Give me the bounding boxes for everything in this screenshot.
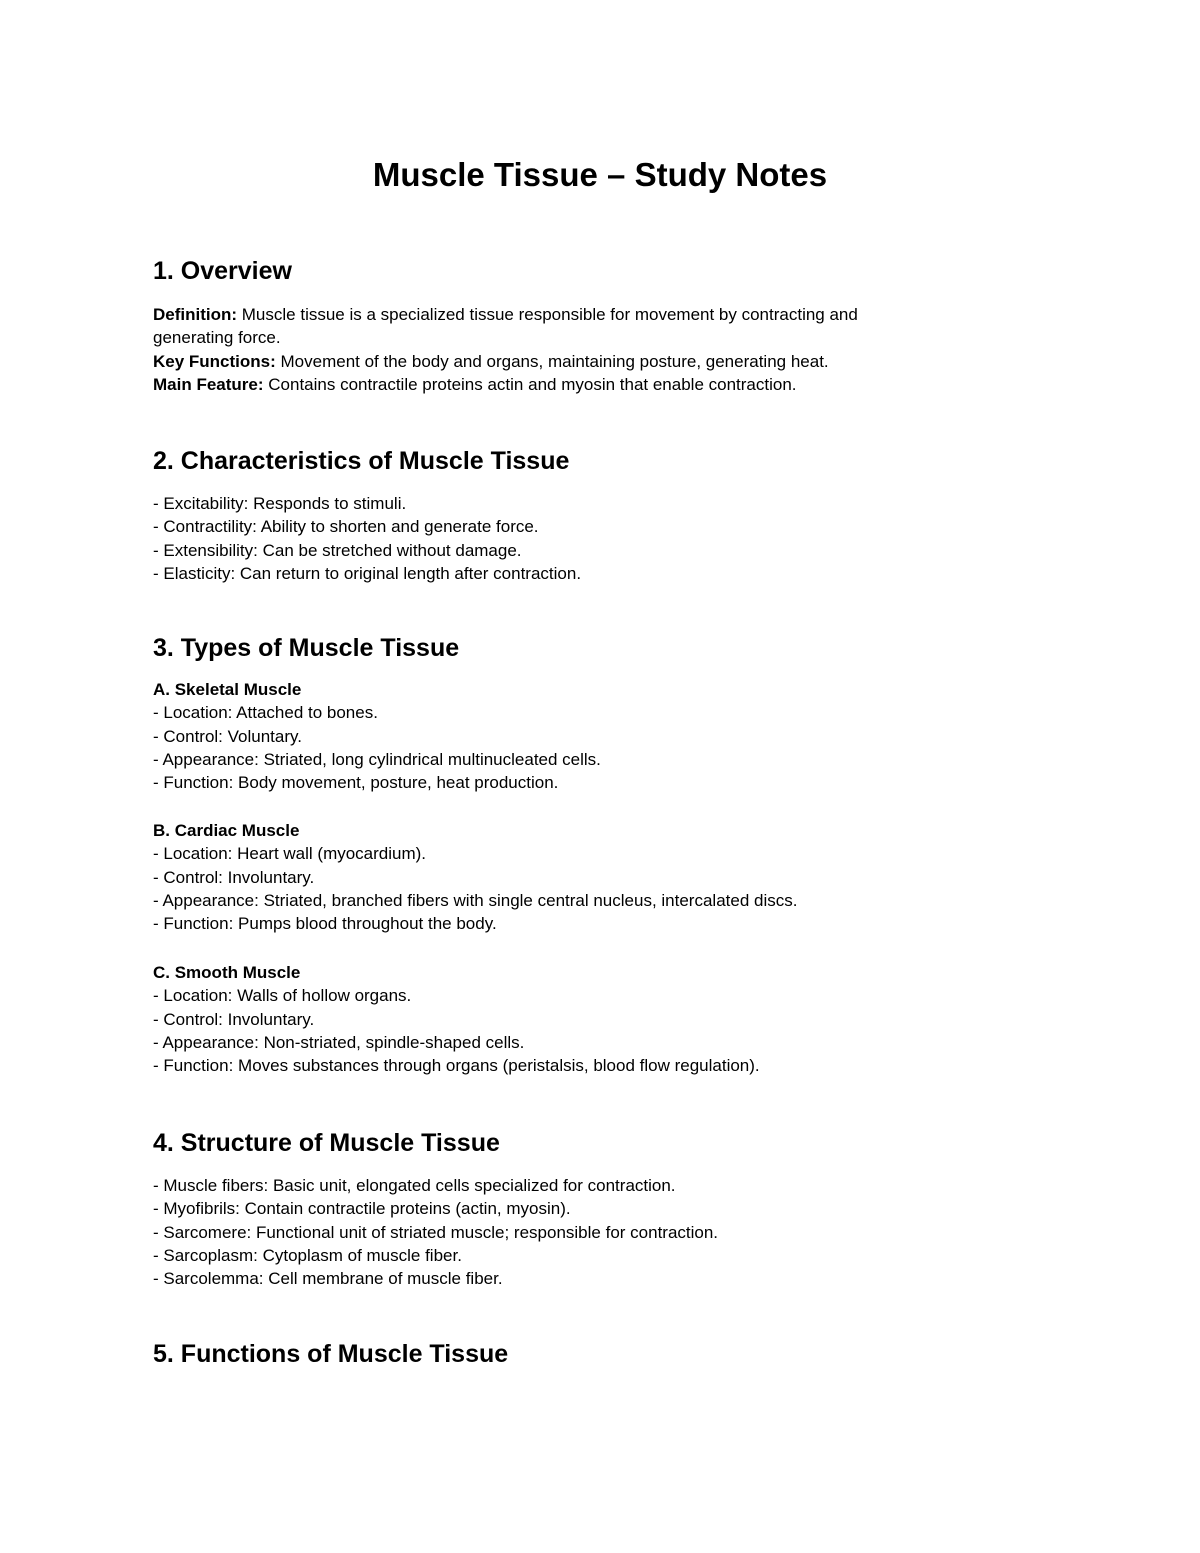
cardiac-muscle-block xyxy=(153,819,1053,935)
list-item: - Function: Pumps blood throughout the body. xyxy=(153,914,497,934)
definition-label: Definition: xyxy=(153,305,238,324)
list-item: - Muscle fibers: Basic unit, elongated cells specialized for contraction. xyxy=(153,1176,676,1195)
definition-continuation: generating force. xyxy=(153,328,281,348)
list-item: - Function: Body movement, posture, heat production. xyxy=(153,773,559,793)
list-item: - Sarcoplasm: Cytoplasm of muscle fiber. xyxy=(153,1245,462,1265)
key-functions-text: Movement of the body and organs, maintaining posture, generating heat. xyxy=(275,351,829,371)
list-item: - Location: Walls of hollow organs. xyxy=(153,986,412,1006)
section-heading-overview: 1. Overview xyxy=(153,257,292,285)
list-item: - Extensibility: Can be stretched without damage. xyxy=(153,540,522,560)
section-heading-types: 3. Types of Muscle Tissue xyxy=(153,634,460,662)
section-heading-functions: 5. Functions of Muscle Tissue xyxy=(153,1340,509,1368)
smooth-muscle-block xyxy=(153,961,1053,1077)
definition-line xyxy=(153,303,1053,326)
key-functions-line xyxy=(153,350,1053,373)
list-item: - Sarcolemma: Cell membrane of muscle fiber. xyxy=(153,1269,503,1289)
list-item: - Control: Voluntary. xyxy=(153,726,302,746)
list-item: - Function: Moves substances through organs (peristalsis, blood flow regulation). xyxy=(153,1056,760,1076)
list-item: - Excitability: Responds to stimuli. xyxy=(153,494,407,513)
subheading-cardiac: B. Cardiac Muscle xyxy=(153,821,300,840)
list-item: - Elasticity: Can return to original length after contraction. xyxy=(153,563,582,583)
main-feature-label: Main Feature: xyxy=(153,374,264,394)
page-title: Muscle Tissue – Study Notes xyxy=(372,156,828,193)
list-item: - Location: Heart wall (myocardium). xyxy=(153,844,427,864)
characteristics-list xyxy=(153,492,1053,585)
list-item: - Control: Involuntary. xyxy=(153,867,315,887)
subheading-skeletal: A. Skeletal Muscle xyxy=(153,680,302,699)
list-item: - Appearance: Striated, long cylindrical multinucleated cells. xyxy=(153,749,601,769)
overview-section xyxy=(153,303,1053,396)
definition-text: Muscle tissue is a specialized tissue responsible for movement by contracting and xyxy=(237,305,858,324)
list-item: - Contractility: Ability to shorten and generate force. xyxy=(153,517,539,537)
list-item: - Location: Attached to bones. xyxy=(153,703,378,723)
main-feature-text: Contains contractile proteins actin and myosin that enable contraction. xyxy=(263,374,797,394)
list-item: - Myofibrils: Contain contractile proteins (actin, myosin). xyxy=(153,1199,571,1219)
key-functions-label: Key Functions: xyxy=(153,351,276,371)
section-heading-characteristics: 2. Characteristics of Muscle Tissue xyxy=(153,447,570,475)
subheading-smooth: C. Smooth Muscle xyxy=(153,963,301,982)
list-item: - Appearance: Striated, branched fibers with single central nucleus, intercalated discs. xyxy=(153,890,798,910)
list-item: - Sarcomere: Functional unit of striated muscle; responsible for contraction. xyxy=(153,1222,719,1242)
structure-list xyxy=(153,1174,1053,1290)
list-item: - Appearance: Non-striated, spindle-shaped cells. xyxy=(153,1032,525,1052)
main-feature-line xyxy=(153,373,1053,396)
section-heading-structure: 4. Structure of Muscle Tissue xyxy=(153,1129,500,1157)
skeletal-muscle-block xyxy=(153,678,1053,794)
list-item: - Control: Involuntary. xyxy=(153,1009,315,1029)
